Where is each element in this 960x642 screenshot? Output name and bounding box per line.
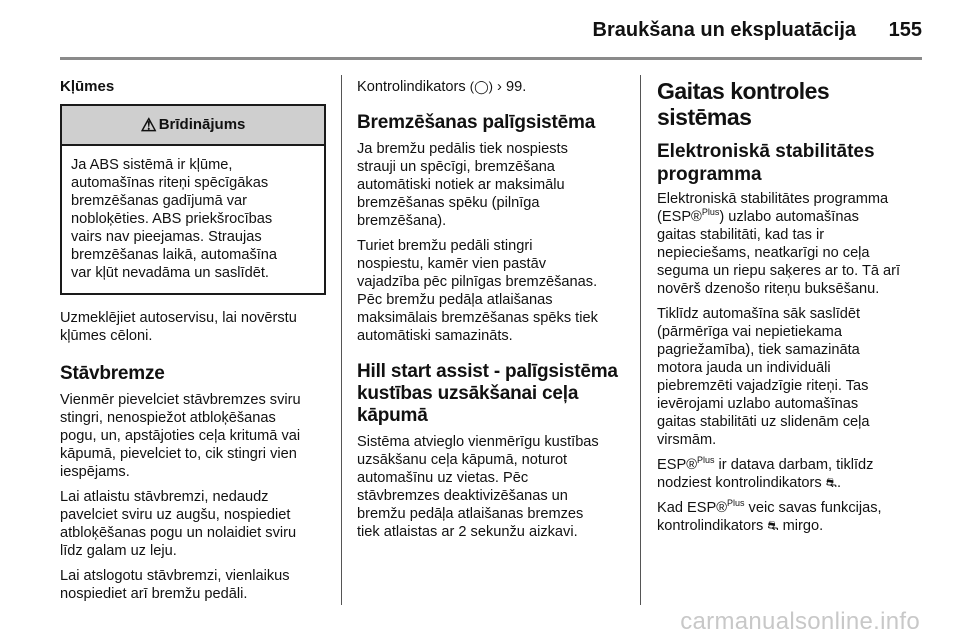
paragraph — [60, 391, 326, 481]
text-line: bremzēšana). — [357, 213, 447, 229]
paragraph — [357, 237, 625, 345]
text-line: automātiski notiek ar maksimālu — [357, 177, 565, 193]
column-divider — [640, 75, 641, 605]
text-line: pagriežamība), tiek samazināta — [657, 342, 860, 358]
heading-driving-control-systems: Gaitas kontroles sistēmas — [657, 78, 830, 130]
service-note — [60, 309, 326, 345]
text-line: gaitas stabilitāti, kad tas ir — [657, 227, 825, 243]
text: ) uzlabo automašīnas — [719, 209, 859, 225]
text: kontrolindikators — [657, 518, 764, 534]
text-line: stingri, nenospiežot atbloķēšanas — [60, 410, 276, 426]
text-line: Tiklīdz automašīna sāk saslīdēt — [657, 306, 861, 322]
chapter-title: Braukšana un ekspluatācija — [592, 19, 856, 41]
text: Kad ESP® — [657, 500, 727, 516]
warning-title: Brīdinājums — [158, 116, 246, 133]
text: ir datava darbam, tiklīdz — [714, 457, 874, 473]
warning-line: var kļūt nevadāma un saslīdēt. — [71, 265, 269, 281]
heading-brake-assist: Bremzēšanas palīgsistēma — [357, 112, 596, 133]
text-line: (pārmērīga vai nepietiekama — [657, 324, 842, 340]
paragraph — [357, 140, 625, 230]
text-line: Turiet bremžu pedāli stingri — [357, 238, 533, 254]
text-line: Vienmēr pievelciet stāvbremzes sviru — [60, 392, 301, 408]
heading-line: Hill start assist - palīgsistēma — [357, 361, 618, 382]
paragraph — [657, 456, 925, 492]
column-2 — [357, 78, 625, 548]
page-number: 155 — [888, 19, 922, 41]
text: veic savas funkcijas, — [744, 500, 882, 516]
paragraph — [657, 190, 925, 298]
paragraph — [657, 499, 925, 535]
column-3 — [657, 78, 925, 542]
text-line: Lai atlaistu stāvbremzi, nedaudz — [60, 489, 269, 505]
warning-line: nobloķēties. ABS priekšrocības — [71, 211, 273, 227]
text-line: līdz galam uz leju. — [60, 543, 177, 559]
text-line: Pēc bremžu pedāļa atlaišanas — [357, 292, 553, 308]
page-reference[interactable]: 99. — [505, 79, 527, 95]
text-line: tiek atlaistas ar 2 sekunžu aizkavi. — [357, 524, 578, 540]
text-line: nospiestu, kamēr vien pastāv — [357, 256, 547, 272]
text-line: kļūmes cēloni. — [60, 328, 153, 344]
text: ESP® — [657, 457, 697, 473]
text-line: kāpumā, pievelciet to, cik stingri vien — [60, 446, 297, 462]
column-divider — [341, 75, 342, 605]
header-divider — [60, 57, 922, 60]
superscript: Plus — [726, 498, 745, 509]
heading-line: Elektroniskā stabilitātes — [657, 141, 875, 162]
warning-header — [62, 106, 324, 146]
text-line: strauji un spēcīgi, bremzēšana — [357, 159, 555, 175]
heading-line: kustības uzsākšanai ceļa — [357, 383, 579, 404]
text: nodziest kontrolindikators — [657, 475, 822, 491]
indicator-reference — [357, 78, 625, 96]
text-line: pavelciet sviru uz augšu, nospiediet — [60, 507, 291, 523]
heading-parking-brake: Stāvbremze — [60, 363, 165, 384]
text-line: atbloķēšanas pogu un nolaidiet sviru — [60, 525, 297, 541]
text: (ESP® — [657, 209, 702, 225]
page-reference-arrow-icon: › — [497, 79, 502, 95]
superscript: Plus — [701, 207, 720, 218]
heading-line: kāpumā — [357, 405, 428, 426]
text-line: bremzēšanas spēku (pilnīga — [357, 195, 540, 211]
text-line: vajadzība pēc pilnīgas bremzēšanas. — [357, 274, 598, 290]
page-header — [0, 0, 960, 60]
text-line: pogu, un, apstājoties ceļa kritumā vai — [60, 428, 301, 444]
text-line: ievērojami uzlabo automašīnas — [657, 396, 859, 412]
heading-esp — [657, 140, 925, 186]
warning-body — [62, 146, 324, 293]
warning-line: bremzēšanas laikā, automašīna — [71, 247, 278, 263]
column-1 — [60, 78, 326, 610]
text-line: motora jauda un individuāli — [657, 360, 831, 376]
text-line: iespējams. — [60, 464, 130, 480]
esp-skid-icon: ⛐ — [767, 518, 779, 533]
text-line: stāvbremzes deaktivizēšanas un — [357, 488, 568, 504]
text-line: seguma un riepu saķeres ar to. Tā arī — [657, 263, 901, 279]
text-line: virsmām. — [657, 432, 717, 448]
superscript: Plus — [696, 455, 715, 466]
warning-line: automašīnas riteņi spēcīgākas — [71, 175, 269, 191]
text-line: automašīnu uz vietas. Pēc — [357, 470, 529, 486]
heading-hill-start-assist — [357, 361, 625, 427]
watermark: carmanualsonline.info — [680, 608, 920, 635]
warning-triangle-icon: ⚠ — [140, 115, 157, 135]
section-title-faults: Kļūmes — [60, 78, 115, 95]
text-line: uzsākšanu ceļa kāpumā, noturot — [357, 452, 568, 468]
heading-line: programma — [657, 164, 762, 185]
warning-line: Ja ABS sistēmā ir kļūme, — [71, 157, 233, 173]
paragraph — [60, 567, 326, 603]
text: Kontrolindikators — [357, 79, 466, 95]
paragraph — [357, 433, 625, 541]
text-line: bremžu pedāļa atlaišanas bremzes — [357, 506, 584, 522]
text-line: nepieciešams, neatkarīgi no ceļa — [657, 245, 870, 261]
text-line: maksimālais bremzēšanas spēks tiek — [357, 310, 598, 326]
text-line: nospiediet arī bremžu pedāli. — [60, 586, 248, 602]
text-line: Lai atslogotu stāvbremzi, vienlaikus — [60, 568, 290, 584]
text-line: Sistēma atvieglo vienmērīgu kustības — [357, 434, 599, 450]
esp-skid-icon: ⛐ — [825, 475, 837, 490]
text: . — [836, 475, 842, 491]
text-line: Ja bremžu pedālis tiek nospiests — [357, 141, 568, 157]
text-line: Elektroniskā stabilitātes programma — [657, 191, 889, 207]
text-line: Uzmeklējiet autoservisu, lai novērstu — [60, 310, 297, 326]
warning-box — [60, 104, 326, 295]
text: mirgo. — [778, 518, 824, 534]
text-line: gaitas stabilitāti uz slidenām ceļa — [657, 414, 870, 430]
warning-line: bremzēšanas gadījumā var — [71, 193, 248, 209]
text-line: novērš dzenošo riteņu buksēšanu. — [657, 281, 880, 297]
text-line: automātiski samazināts. — [357, 328, 513, 344]
text-line: piebremzēti vajadzīgie riteņi. Tas — [657, 378, 869, 394]
paragraph — [657, 305, 925, 449]
brake-indicator-icon: (◯) — [469, 79, 493, 94]
warning-line: vairs nav pieejamas. Straujas — [71, 229, 262, 245]
paragraph — [60, 488, 326, 560]
